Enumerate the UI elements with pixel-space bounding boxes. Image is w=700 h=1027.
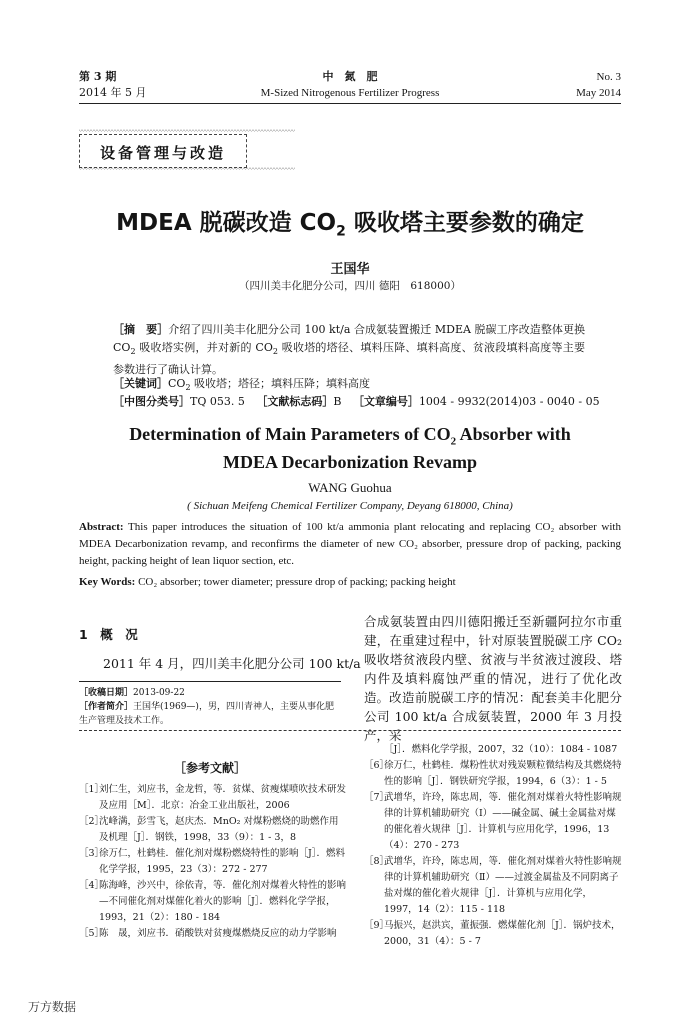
section-label: 设备管理与改造 bbox=[100, 144, 227, 162]
issue-number-en: No. 3 bbox=[596, 71, 621, 83]
author-bio bbox=[79, 700, 341, 728]
reference-item bbox=[364, 758, 622, 790]
abstract-en bbox=[79, 519, 621, 570]
affiliation-zh: （四川美丰化肥分公司，四川 德阳 618000） bbox=[239, 280, 461, 292]
keywords-en-text: CO₂ absorber; tower diameter; pressure drop of packing; packing height bbox=[135, 576, 456, 588]
section-label-top-border: 〰〰〰〰〰〰〰〰〰〰〰〰〰〰〰〰〰〰〰〰〰〰〰〰〰〰〰〰〰〰〰〰〰〰〰〰 bbox=[79, 128, 296, 135]
keywords-en bbox=[79, 574, 621, 591]
reference-number: ［3］ bbox=[79, 848, 105, 859]
keywords-en-label: Key Words: bbox=[79, 576, 136, 588]
classification-line bbox=[113, 393, 613, 411]
doc-code-value: B bbox=[333, 395, 342, 408]
watermark: 万方数据 bbox=[28, 1000, 77, 1014]
reference-text: 陈 晟，刘应书．硝酸铁对贫瘦煤燃烧反应的动力学影响 bbox=[99, 928, 337, 939]
reference-text: 徐万仁，杜鹤桂．催化剂对煤粉燃烧特性的影响［J］．燃料化学学报，1995，23（3）：272 - 277 bbox=[99, 848, 346, 875]
reference-text: 刘仁生，刘应书，金龙哲，等．贫煤、贫瘦煤喷吹技术研发及应用［M］．北京：冶金工业出版社，2006 bbox=[99, 784, 347, 811]
clc-label: ［中图分类号］ bbox=[113, 395, 190, 408]
section-1-right-para: 合成氨装置由四川德阳搬迁至新疆阿拉尔市重建，在重建过程中，针对原装置脱碳工序 CO₂ 吸收塔贫液段内壁、贫液与半贫液过渡段、塔内件及填料腐蚀严重的情况，进行了优化改造。 bbox=[364, 614, 622, 705]
author-bio-text: 王国华(1969—)，男，四川青神人，主要从事化肥生产管理及技术工作。 bbox=[79, 702, 334, 726]
abstract-zh-text-pre: 介绍了四川美丰化肥分公司 100 kt/a 合成氨装置搬迁 MDEA 脱碳工序改造整体更换 CO bbox=[113, 323, 585, 354]
article-no-value: 1004 - 9932(2014)03 - 0040 - 05 bbox=[418, 395, 600, 408]
reference-item bbox=[79, 878, 347, 926]
section-label-bottom-border: 〰〰〰〰〰〰〰〰〰〰〰〰〰〰〰〰〰〰〰〰〰〰〰〰〰〰〰〰〰〰〰〰〰〰〰〰 bbox=[79, 166, 296, 173]
title-en-line1-post: Absorber with bbox=[456, 424, 571, 444]
abstract-zh-text-post: 吸收塔的塔径、填料压降、填料高度、贫液段填料高度等主要参数进行了确认计算。 bbox=[113, 341, 585, 377]
title-en-sub: 2 bbox=[450, 435, 457, 448]
references-right bbox=[364, 742, 622, 950]
title-en-line2: MDEA Decarbonization Revamp bbox=[223, 452, 477, 472]
received-label: ［收稿日期］ bbox=[79, 688, 134, 698]
references-divider bbox=[79, 730, 621, 731]
author-bio-label: ［作者简介］ bbox=[79, 702, 134, 712]
reference-text: 徐万仁，杜鹤桂．煤粉性状对残炭颗粒微结构及其燃烧特性的影响［J］．钢铁研究学报，1994，6（3）：1 - 5 bbox=[384, 760, 622, 787]
issue-date-en: May 2014 bbox=[576, 87, 621, 99]
title-en-line1 bbox=[0, 424, 700, 448]
affiliation-en: ( Sichuan Meifeng Chemical Fertilizer Company, Deyang 618000, China) bbox=[187, 500, 513, 512]
issue-date-zh: 2014 年 5 月 bbox=[79, 86, 147, 99]
reference-item bbox=[364, 918, 622, 950]
received-value: 2013-09-22 bbox=[133, 688, 185, 698]
section-1-heading: 1 概 况 bbox=[79, 627, 138, 642]
keywords-zh-sub: 2 bbox=[185, 383, 191, 393]
abstract-en-label: Abstract: bbox=[79, 521, 124, 533]
abstract-zh-sub: 2 bbox=[130, 347, 136, 357]
abstract-zh-sub2: 2 bbox=[272, 347, 278, 357]
abstract-zh bbox=[113, 321, 585, 379]
reference-number: ［6］ bbox=[364, 760, 390, 771]
reference-number: ［8］ bbox=[364, 856, 390, 867]
reference-item bbox=[79, 814, 347, 846]
keywords-zh-post: 吸收塔；塔径；填料压降；填料高度 bbox=[190, 377, 371, 390]
title-en-line1-pre: Determination of Main Parameters of CO bbox=[129, 424, 451, 444]
section-label-box bbox=[79, 134, 247, 168]
keywords-zh-pre: CO bbox=[168, 377, 186, 390]
title-zh-pre: MDEA 脱碳改造 CO bbox=[116, 210, 337, 236]
reference-item bbox=[364, 854, 622, 918]
journal-name-zh: 中 氮 肥 bbox=[322, 70, 378, 83]
footnote-rule bbox=[79, 681, 341, 682]
keywords-zh-label: ［关键词］ bbox=[113, 377, 168, 390]
reference-text: 马振兴，赵洪宾，董振强．燃煤催化剂［J］．锅炉技术，2000，31（4）：5 - 7 bbox=[384, 920, 621, 947]
reference-text: 沈峰满，彭雪飞，赵庆杰．MnO₂ 对煤粉燃烧的助燃作用及机理［J］．钢铁，1998，33（9）：1 - 3，8 bbox=[99, 816, 339, 843]
reference-number: ［4］ bbox=[79, 880, 105, 891]
journal-name-en: M-Sized Nitrogenous Fertilizer Progress bbox=[260, 87, 440, 99]
reference-number: ［2］ bbox=[79, 816, 105, 827]
title-zh bbox=[0, 204, 700, 240]
reference-item bbox=[79, 846, 347, 878]
footnote bbox=[79, 686, 341, 728]
received-date bbox=[79, 686, 341, 700]
article-no-label: ［文章编号］ bbox=[352, 395, 419, 408]
references-heading: ［参考文献］ bbox=[173, 761, 246, 775]
reference-text: 武增华，许玲，陈忠周，等．催化剂对煤着火特性影响规律的计算机辅助研究（Ⅱ）——过渡金属盐及不同阴离子盐对煤的催化着火规律［J］．计算机与应用化学，1997，14（2）：115 - 118 bbox=[384, 856, 622, 915]
section-1-right-para2: 改造前脱碳工序的情况：配套美丰化肥分公司 100 kt/a 合成氨装置，2000 年 3 月投产，采 bbox=[364, 690, 622, 743]
reference-number: ［5］ bbox=[79, 928, 105, 939]
clc-value: TQ 053. 5 bbox=[190, 395, 245, 408]
reference-item bbox=[364, 790, 622, 854]
abstract-en-text: This paper introduces the situation of 100 kt/a ammonia plant relocating and replacing CO₂ absorber with MDEA Decarbonization revamp, and reconfirms the diameter of new CO₂ absorber, pressure drop of packing, packing height, packing height of lean liquor section, etc. bbox=[79, 521, 621, 567]
reference-number: ［9］ bbox=[364, 920, 390, 931]
reference-item bbox=[79, 782, 347, 814]
doc-code-label: ［文献标志码］ bbox=[256, 395, 334, 408]
reference-text: 陈海峰，沙兴中，徐依青，等．催化剂对煤着火特性的影响—不同催化剂对煤催化着火的影响［J］．燃料化学学报，1993，21（2）：180 - 184 bbox=[99, 880, 347, 923]
reference-continuation bbox=[364, 742, 622, 758]
author-zh: 王国华 bbox=[330, 262, 370, 277]
reference-number: ［1］ bbox=[79, 784, 105, 795]
reference-text: 武增华，许玲，陈忠周，等．催化剂对煤着火特性影响规律的计算机辅助研究（Ⅰ）——碱金属、碱土金属盐对煤的催化着火规律［J］．计算机与应用化学，1996，13（4）：270 - 273 bbox=[384, 792, 622, 851]
issue-number-zh: 第 3 期 bbox=[79, 70, 117, 83]
title-zh-sub: 2 bbox=[336, 223, 346, 240]
title-zh-post: 吸收塔主要参数的确定 bbox=[345, 210, 584, 236]
abstract-zh-text-mid: 吸收塔实例，并对新的 CO bbox=[135, 341, 273, 354]
reference-number: ［7］ bbox=[364, 792, 390, 803]
abstract-zh-label: ［摘 要］ bbox=[113, 323, 169, 336]
header-rule bbox=[79, 103, 621, 104]
section-1-para: 2011 年 4 月，四川美丰化肥分公司 100 kt/a bbox=[103, 656, 361, 671]
reference-item bbox=[79, 926, 347, 942]
reference-text: ［J］．燃料化学学报，2007，32（10）：1084 - 1087 bbox=[384, 744, 618, 755]
author-en: WANG Guohua bbox=[308, 480, 392, 495]
references-left bbox=[79, 782, 347, 942]
